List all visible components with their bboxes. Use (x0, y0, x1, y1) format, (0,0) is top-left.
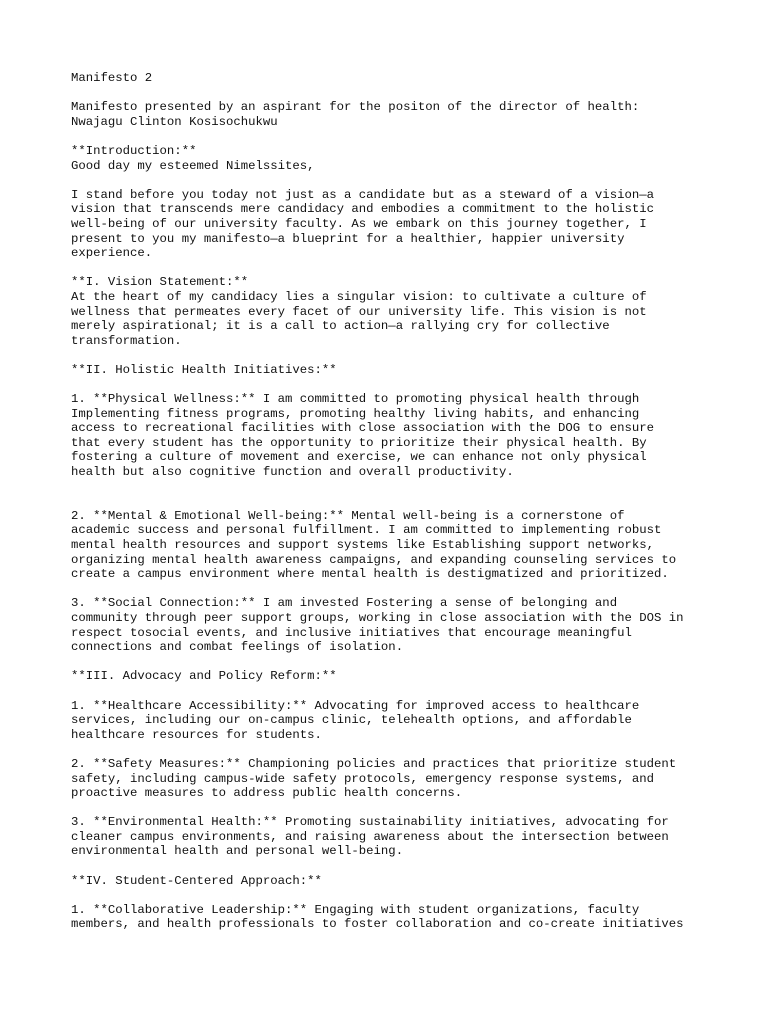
text-line: access to recreational facilities with close association with the DOG to ensure (71, 421, 654, 436)
text-line: fostering a culture of movement and exercise, we can enhance not only physical (71, 450, 647, 465)
text-line: respect tosocial events, and inclusive initiatives that encourage meaningful (71, 625, 632, 640)
text-line: well-being of our university faculty. As we embark on this journey together, I (71, 216, 647, 231)
text-line: merely aspirational; it is a call to action—a rallying cry for collective (71, 319, 610, 334)
document-paragraph (71, 596, 751, 654)
document-paragraph (71, 144, 751, 173)
text-line: **I. Vision Statement:** (71, 275, 249, 290)
text-line: transformation. (71, 333, 182, 348)
text-line: **IV. Student-Centered Approach:** (71, 873, 322, 888)
document-paragraph (71, 275, 751, 348)
text-line: vision that transcends mere candidacy and embodies a commitment to the holistic (71, 202, 654, 217)
text-line: services, including our on-campus clinic, telehealth options, and affordable (71, 713, 632, 728)
text-line: safety, including campus-wide safety protocols, emergency response systems, and (71, 771, 654, 786)
text-line: community through peer support groups, working in close association with the DOS in (71, 610, 684, 625)
text-line: At the heart of my candidacy lies a singular vision: to cultivate a culture of (71, 289, 647, 304)
text-line: 2. **Safety Measures:** Championing policies and practices that prioritize student (71, 756, 677, 771)
text-line: 1. **Healthcare Accessibility:** Advocating for improved access to healthcare (71, 698, 640, 713)
text-line: Manifesto presented by an aspirant for the positon of the director of health: (71, 100, 640, 115)
text-line: environmental health and personal well-being. (71, 844, 404, 859)
text-line: cleaner campus environments, and raising awareness about the intersection between (71, 829, 669, 844)
document-paragraph (71, 874, 751, 889)
text-line: Good day my esteemed Nimelssites, (71, 158, 315, 173)
document-paragraph (71, 903, 751, 932)
document-paragraph (71, 71, 751, 86)
text-line: healthcare resources for students. (71, 727, 322, 742)
text-line: I stand before you today not just as a candidate but as a steward of a vision—a (71, 187, 654, 202)
document-paragraph (71, 699, 751, 743)
text-line: create a campus environment where mental health is destigmatized and prioritized. (71, 567, 669, 582)
text-line: members, and health professionals to foster collaboration and co-create initiatives (71, 917, 684, 932)
text-line: Nwajagu Clinton Kosisochukwu (71, 114, 278, 129)
text-line: experience. (71, 246, 153, 261)
document-paragraph (71, 392, 751, 480)
text-line: connections and combat feelings of isolation. (71, 640, 404, 655)
text-line: present to you my manifesto—a blueprint for a healthier, happier university (71, 231, 625, 246)
document-paragraph (71, 100, 751, 129)
document-paragraph (71, 509, 751, 582)
manifesto-text (71, 71, 751, 947)
text-line: 1. **Collaborative Leadership:** Engaging with student organizations, faculty (71, 902, 640, 917)
text-line: mental health resources and support systems like Establishing support networks, (71, 538, 654, 552)
text-line: health but also cognitive function and overall productivity. (71, 465, 514, 480)
text-line: that every student has the opportunity to prioritize their physical health. By (71, 435, 647, 450)
text-line: **III. Advocacy and Policy Reform:** (71, 669, 337, 684)
text-line: academic success and personal fulfillment. I am committed to implementing robust (71, 523, 662, 538)
text-line: Implementing fitness programs, promoting healthy living habits, and enhancing (71, 406, 640, 421)
text-line: Manifesto 2 (71, 71, 153, 85)
text-line: proactive measures to address public health concerns. (71, 786, 463, 801)
text-line: **II. Holistic Health Initiatives:** (71, 362, 337, 377)
document-paragraph (71, 363, 751, 378)
document-paragraph (71, 815, 751, 859)
text-line: 3. **Social Connection:** I am invested Fostering a sense of belonging and (71, 596, 618, 611)
text-line: **Introduction:** (71, 143, 197, 158)
text-line: wellness that permeates every facet of our university life. This vision is not (71, 304, 647, 319)
text-line: 1. **Physical Wellness:** I am committed to promoting physical health through (71, 392, 640, 407)
document-paragraph (71, 757, 751, 801)
text-line: 3. **Environmental Health:** Promoting sustainability initiatives, advocating for (71, 815, 669, 830)
document-paragraph (71, 669, 751, 684)
text-line: organizing mental health awareness campaigns, and expanding counseling services to (71, 552, 677, 567)
document-paragraph (71, 188, 751, 261)
text-line: 2. **Mental & Emotional Well-being:** Mental well-being is a cornerstone of (71, 508, 625, 523)
